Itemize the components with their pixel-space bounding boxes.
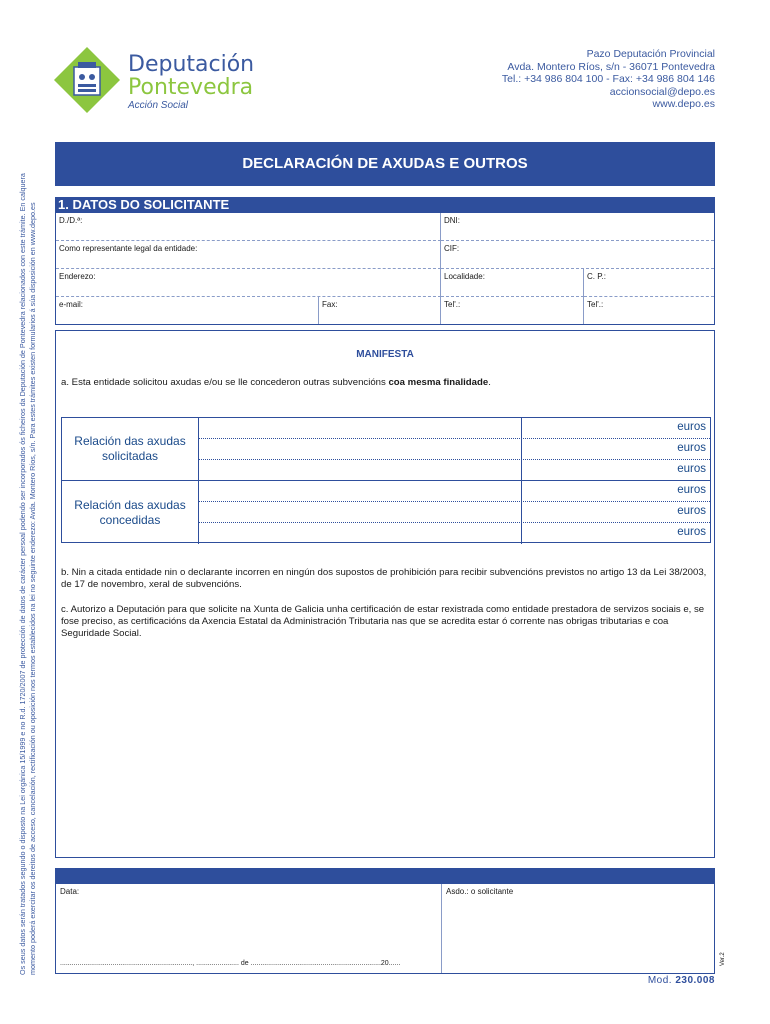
euros-unit: euros: [677, 463, 706, 475]
locality-field[interactable]: [441, 269, 584, 297]
model-number: 230.008: [675, 975, 715, 986]
manifesta-heading: MANIFESTA: [356, 349, 414, 360]
data-protection-notice: [18, 125, 38, 975]
aid-table: [61, 417, 711, 543]
model-prefix: Mod.: [647, 975, 673, 986]
email-link[interactable]: accionsocial@depo.es: [609, 85, 715, 98]
brand-subtitle: Acción Social: [128, 100, 189, 111]
field-label: CIF:: [444, 244, 460, 253]
clause-a-bold: coa mesma finalidade: [388, 377, 489, 388]
field-label: DNI:: [444, 216, 460, 225]
requested-aid-row[interactable]: [199, 439, 710, 460]
form-title: DECLARACIÓN DE AXUDAS E OUTROS: [55, 142, 715, 186]
euros-unit: euros: [677, 442, 706, 454]
granted-aid-row[interactable]: [199, 502, 710, 523]
brand-name-line1: Deputación: [128, 52, 255, 77]
euros-unit: euros: [677, 484, 706, 496]
field-label: Tel'.:: [444, 300, 461, 309]
field-label: C. P.:: [587, 272, 606, 281]
field-label: Enderezo:: [59, 272, 96, 281]
granted-aid-row[interactable]: [199, 481, 710, 502]
email-field[interactable]: [56, 297, 319, 324]
name-field[interactable]: [56, 213, 441, 241]
column-divider: [521, 502, 522, 522]
deputacion-logo-icon: [52, 45, 122, 115]
column-divider: [521, 439, 522, 459]
field-label: Fax:: [322, 300, 338, 309]
requested-aid-row[interactable]: [199, 418, 710, 439]
column-divider: [521, 523, 522, 544]
notice-line: Os seus datos serán tratados segundo o disposto na Lei orgánica 15/1999 e no R.d. 1720/2007 de protección de datos de carácter persoal podendo ser incorporados ós ficheiros da Deputación de Pontevedra relacionados con este trámite. En calquera: [18, 173, 27, 975]
declaration-box: [55, 330, 715, 858]
signed-applicant-label: Asdo.: o solicitante: [446, 887, 514, 896]
column-divider: [521, 481, 522, 501]
clause-a-end: .: [488, 377, 491, 388]
requested-aid-label: Relación das axudas solicitadas: [62, 418, 199, 481]
section-heading: 1. DATOS DO SOLICITANTE: [55, 197, 715, 213]
euros-unit: euros: [677, 505, 706, 517]
address-field[interactable]: [56, 269, 441, 297]
form-model-number: [648, 975, 715, 986]
field-label: e-mail:: [59, 300, 84, 309]
cif-field[interactable]: [441, 241, 714, 269]
address-line: Pazo Deputación Provincial: [586, 48, 715, 60]
granted-aid-row[interactable]: [199, 523, 710, 544]
field-label: Tel'.:: [587, 300, 604, 309]
website-link[interactable]: www.depo.es: [652, 98, 715, 110]
phone2-field[interactable]: [584, 297, 714, 324]
field-label: Como representante legal da entidade:: [59, 244, 198, 253]
signature-box: [55, 884, 715, 974]
address-line: Avda. Montero Ríos, s/n - 36071 Pontevedra: [507, 60, 715, 73]
brand-name-line2: Pontevedra: [128, 75, 254, 100]
column-divider: [521, 418, 522, 438]
phone-field[interactable]: [441, 297, 584, 324]
clause-a-text: a. Esta entidade solicitou axudas e/ou se lle concederon outras subvencións: [61, 377, 389, 388]
address-block: [502, 48, 715, 111]
signature-divider: [441, 884, 442, 973]
notice-line: momento poderá exercitar os dereitos de acceso, cancelación, rectificación ou oposición nos termos establecidos na lei no seguinte enderezo: Avda. Montero Ríos, s/n. Para estes trámites existen formularios á súa disposición en www.depo.es: [28, 202, 37, 975]
euros-unit: euros: [677, 526, 706, 538]
fax-field[interactable]: [319, 297, 441, 324]
clause-b: b. Nin a citada entidade nin o declarante incorren en ningún dos supostos de prohibición para recibir subvencións previstos no artigo 13 da Lei 38/2003, de 17 de novembro, xeral de subvencións.: [61, 567, 707, 590]
signature-header-bar: [55, 868, 715, 884]
clause-a: [61, 377, 711, 389]
version-label: Ver.2: [720, 952, 726, 966]
euros-unit: euros: [677, 421, 706, 433]
field-label: D./D.ª:: [59, 216, 83, 225]
date-place-line[interactable]: ...................................................................., ...................... de ...................................................................20......: [60, 960, 401, 967]
clause-c: c. Autorizo a Deputación para que solicite na Xunta de Galicia unha certificación de estar rexistrada como entidade prestadora de servizos sociais e, se fose preciso, as certificacións da Axencia Estatal da Administración Tributaria nas que se acredita estar ó corrente nas obrigas tributarias e coa Seguridade Social.: [61, 604, 705, 639]
date-label: Data:: [60, 887, 80, 896]
dni-field[interactable]: [441, 213, 714, 241]
requested-aid-row[interactable]: [199, 460, 710, 481]
field-label: Localidade:: [444, 272, 485, 281]
postal-code-field[interactable]: [584, 269, 714, 297]
column-divider: [521, 460, 522, 480]
address-line: Tel.: +34 986 804 100 - Fax: +34 986 804 146: [501, 73, 715, 85]
legal-representative-field[interactable]: [56, 241, 441, 269]
applicant-data-grid: [55, 213, 715, 325]
granted-aid-label: Relación das axudas concedidas: [62, 481, 199, 544]
